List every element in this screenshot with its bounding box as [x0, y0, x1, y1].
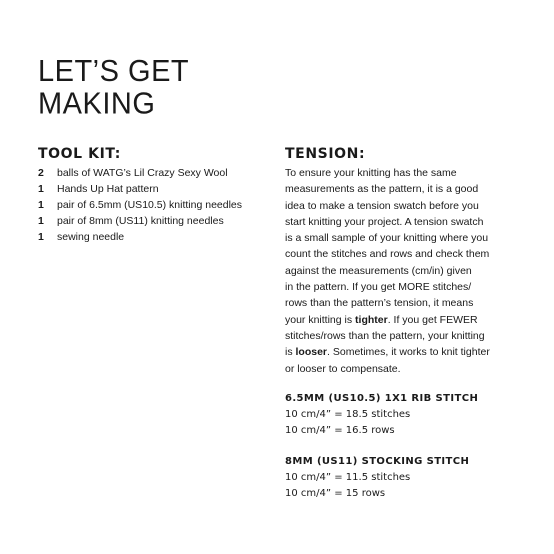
toolkit-item [38, 197, 258, 213]
toolkit-item [38, 181, 258, 197]
toolkit-item-text: pair of 6.5mm (US10.5) knitting needles [57, 199, 243, 211]
tension-line: in the pattern. If you get MORE stitches/ [285, 281, 472, 294]
tension-text: . If you get FEWER [387, 313, 478, 326]
toolkit-item-qty: 1 [38, 231, 44, 243]
page-title-line-1: LET’S GET [38, 54, 190, 89]
toolkit-item-text: balls of WATG’s Lil Crazy Sexy Wool [57, 167, 228, 179]
toolkit-item-text: pair of 8mm (US11) knitting needles [57, 215, 224, 227]
tighter-emphasis: tighter [355, 313, 388, 326]
toolkit-item [38, 229, 258, 245]
toolkit-list [38, 165, 258, 245]
tension-text: . Sometimes, it works to knit tighter [327, 346, 490, 359]
stocking-stitch-title: 8MM (US11) STOCKING STITCH [285, 455, 470, 467]
tension-section [285, 146, 530, 503]
tension-line: or looser to compensate. [285, 362, 401, 375]
tension-paragraph [285, 165, 530, 377]
toolkit-item [38, 165, 258, 181]
tension-line [285, 312, 530, 328]
toolkit-item-qty: 1 [38, 215, 44, 227]
toolkit-item-qty: 2 [38, 167, 44, 179]
tension-text: is [285, 346, 296, 359]
page-title-line-2: MAKING [38, 87, 156, 122]
rib-stitch-block [285, 391, 530, 440]
tension-line: is a small sample of your knitting where you [285, 232, 489, 245]
stocking-stitches-line: 10 cm/4” = 11.5 stitches [285, 471, 411, 483]
looser-emphasis: looser [295, 346, 328, 359]
toolkit-item-qty: 1 [38, 199, 44, 211]
tension-line: stitches/rows than the pattern, your knitting [285, 329, 485, 342]
toolkit-item-text: Hands Up Hat pattern [57, 183, 159, 195]
tension-line: against the measurements (cm/in) given [285, 264, 472, 277]
tension-heading: TENSION: [285, 146, 366, 162]
tension-line: measurements as the pattern, it is a good [285, 183, 479, 196]
toolkit-item-qty: 1 [38, 183, 44, 195]
toolkit-item [38, 213, 258, 229]
toolkit-item-text: sewing needle [57, 231, 125, 243]
tension-line: start knitting your project. A tension swatch [285, 215, 484, 228]
tension-line: rows than the pattern’s tension, it means [285, 297, 474, 310]
rib-stitches-line: 10 cm/4” = 18.5 stitches [285, 408, 411, 420]
rib-stitch-title: 6.5MM (US10.5) 1X1 RIB STITCH [285, 392, 479, 404]
tension-line: idea to make a tension swatch before you [285, 199, 479, 212]
tension-text: your knitting is [285, 313, 356, 326]
stocking-rows-line: 10 cm/4” = 15 rows [285, 488, 386, 500]
toolkit-section [38, 146, 258, 245]
rib-rows-line: 10 cm/4” = 16.5 rows [285, 425, 395, 437]
tension-line [285, 344, 530, 360]
tension-line: To ensure your knitting has the same [285, 167, 457, 179]
page-title [38, 56, 189, 121]
stocking-stitch-block [285, 454, 530, 503]
toolkit-heading: TOOL KIT: [38, 146, 121, 162]
tension-line: count the stitches and rows and check them [285, 248, 490, 261]
